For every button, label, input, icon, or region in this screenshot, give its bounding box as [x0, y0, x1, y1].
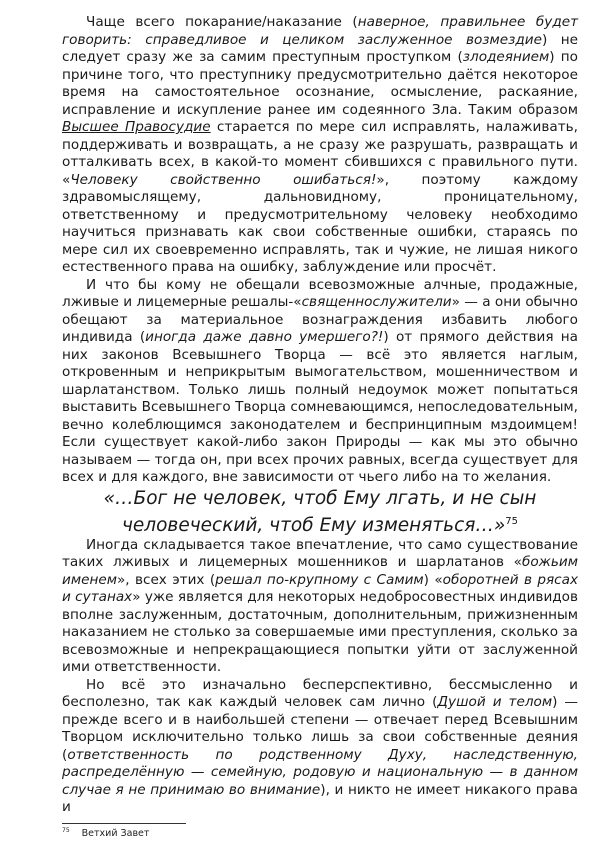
- underlined-term: Высшее Правосудие: [62, 119, 211, 135]
- text-run: », всех этих (: [116, 571, 216, 588]
- footnote-number: 75: [62, 827, 70, 834]
- footnote-text: Ветхий Завет: [81, 828, 150, 840]
- text-run: » уже является для некоторых недобросовестных индивидов вполне заслуженным, достаточным, дополнительным, прижизненным наказанием не столько за совершаемые ими преступления, сколько за всевозможные и непрекращающиеся попытки уйти от заслуженной ими ответственности.: [62, 589, 578, 676]
- italic-run: священнослужители: [301, 294, 452, 310]
- italic-run: иногда даже давно умершего?!: [145, 329, 384, 345]
- italic-run: решал по-крупному с Самим: [215, 571, 424, 588]
- text-run: ) от прямого действия на них законов Всевышнего Творца — всё это является наглым, откровенным и неприкрытым вымогательством, мошенничеством и шарлатанством. Только лишь полный недоумок может попытаться выставить Всевышнего Творца сомневающимся, непоследовательным, вечно колеблющимся законодателем и беспринципным мздоимцем! Если существует какой-либо закон Природы — как мы это обычно называем — тогда он, при всех прочих равных, всегда существует для всех и для каждого, вне зависимости от чьего либо на то желания.: [62, 329, 579, 485]
- text-run: » — а они обычно обещают за материальное вознаграждения избавить любого индивида (: [62, 294, 579, 345]
- footnote-divider: [62, 823, 186, 824]
- text-run: ) по причине того, что преступнику предусмотрительно даётся некоторое время на самостоятельное осознание, осмысление, раскаяние, исправление и искупление ранее им содеянного Зла. Таким образом: [62, 49, 578, 118]
- text-run: старается по мере сил исправлять, налаживать, поддерживать и возвращать, а не сразу же разрушать, развращать и отталкивать всех, в какой-то момент сбившихся с правильного пути. «: [62, 119, 578, 188]
- text-run: ) «: [423, 571, 443, 588]
- italic-run: оборотней в рясах и сутанах: [62, 571, 578, 606]
- italic-run: Душой и телом: [437, 694, 553, 711]
- footnote-reference: 75: [505, 515, 519, 527]
- paragraph-4: [62, 677, 578, 817]
- text-run: ) — прежде всего и в наибольшей степени — отвечает перед Всевышним Творцом исключительно только лишь за свои собственные деяния (: [62, 694, 579, 763]
- text-run: Но всё это изначально бесперспективно, бессмысленно и бесполезно, так как каждый человек сам лично (: [62, 676, 578, 711]
- paragraph-3: [62, 537, 578, 677]
- text-run: ) не следует сразу же за самим преступным проступком (: [62, 31, 578, 65]
- italic-run: наверное, правильнее будет говорить: справедливое и целиком заслуженное возмездие: [62, 14, 579, 48]
- text-run: Чаще всего покарание/наказание (: [86, 14, 358, 30]
- quote-text: «…Бог не человек, чтоб Ему лгать, и не сын человеческий, чтоб Ему изменяться…»: [103, 487, 537, 536]
- italic-run: ответственность по родственному Духу, наследственную, распределённую — семейную, родовую и национальную — в данном случае я не принимаю во внимание: [62, 746, 578, 798]
- italic-run: Человеку свойственно ошибаться!: [70, 171, 377, 188]
- paragraph-2: [62, 277, 578, 487]
- italic-run: божьим именем: [62, 554, 578, 588]
- footnote: [62, 827, 149, 839]
- italic-run: злодеянием: [462, 49, 550, 65]
- text-run: ), и никто не имеет никакого права и: [62, 781, 578, 816]
- paragraph-1: [62, 14, 578, 277]
- text-run: И что бы кому не обещали всевозможные алчные, продажные, лживые и лицемерные решалы-«: [62, 276, 578, 310]
- block-quote: [62, 487, 578, 537]
- text-run: Иногда складывается такое впечатление, что само существование таких лживых и лицемерных мошенников и шарлатанов «: [62, 536, 578, 571]
- document-body: [62, 14, 578, 817]
- text-run: », поэтому каждому здравомыслящему, дальновидному, проницательному, ответственному и предусмотрительному человеку необходимо научиться признавать как свои собственные ошибки, стараясь по мере сил их своевременно исправлять, так и чужие, не лишая никого естественного права на ошибку, заблуждение или просчёт.: [62, 171, 578, 275]
